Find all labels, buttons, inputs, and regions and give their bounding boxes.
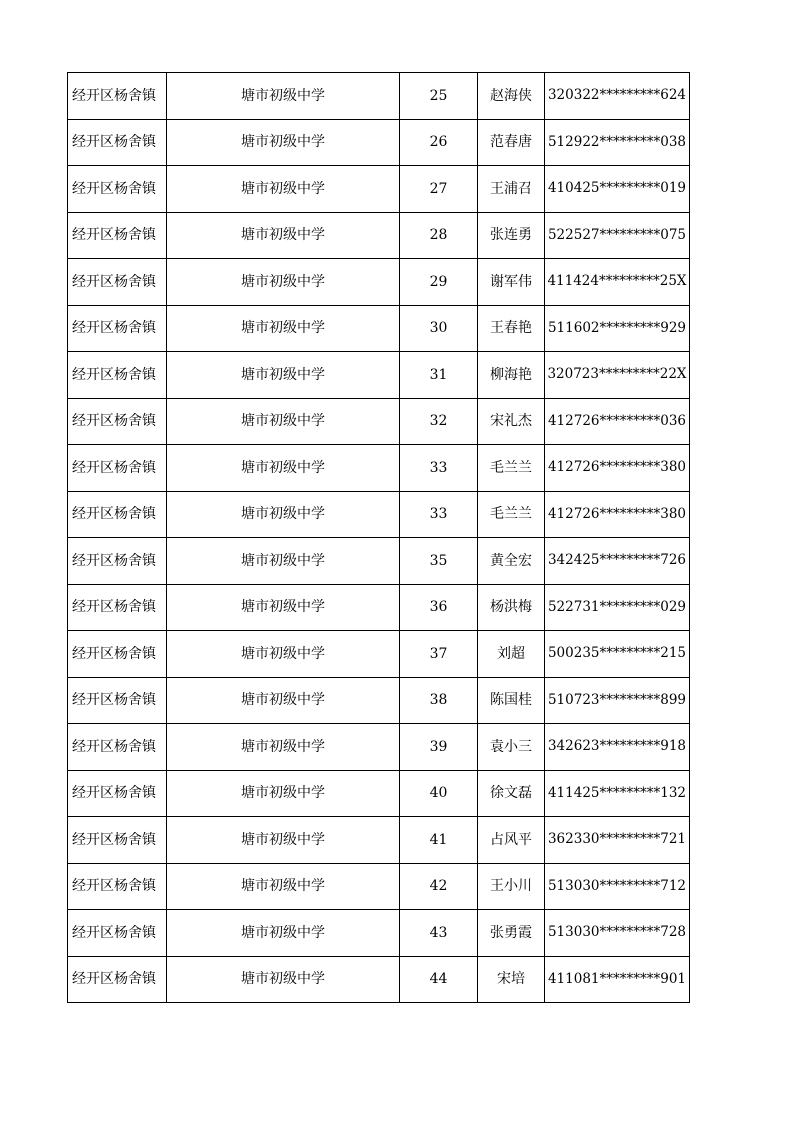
number-cell: 25 bbox=[400, 73, 478, 120]
table-row bbox=[68, 445, 690, 492]
id-number-cell: 320723*********22X bbox=[545, 352, 690, 399]
id-number-cell: 342623*********918 bbox=[545, 724, 690, 771]
district-cell: 经开区杨舍镇 bbox=[68, 119, 167, 166]
table-row bbox=[68, 212, 690, 259]
name-cell: 谢军伟 bbox=[478, 259, 545, 306]
id-number-cell: 513030*********712 bbox=[545, 863, 690, 910]
table-row bbox=[68, 724, 690, 771]
school-cell: 塘市初级中学 bbox=[167, 770, 400, 817]
name-cell: 宋培 bbox=[478, 956, 545, 1003]
district-cell: 经开区杨舍镇 bbox=[68, 584, 167, 631]
id-number-cell: 510723*********899 bbox=[545, 677, 690, 724]
id-number-cell: 512922*********038 bbox=[545, 119, 690, 166]
number-cell: 28 bbox=[400, 212, 478, 259]
table-row bbox=[68, 259, 690, 306]
name-cell: 占风平 bbox=[478, 817, 545, 864]
table-row bbox=[68, 863, 690, 910]
name-cell: 宋礼杰 bbox=[478, 398, 545, 445]
table-row bbox=[68, 910, 690, 957]
district-cell: 经开区杨舍镇 bbox=[68, 259, 167, 306]
id-number-cell: 320322*********624 bbox=[545, 73, 690, 120]
number-cell: 37 bbox=[400, 631, 478, 678]
district-cell: 经开区杨舍镇 bbox=[68, 863, 167, 910]
name-cell: 张勇霞 bbox=[478, 910, 545, 957]
number-cell: 33 bbox=[400, 445, 478, 492]
id-number-cell: 411081*********901 bbox=[545, 956, 690, 1003]
id-number-cell: 411424*********25X bbox=[545, 259, 690, 306]
number-cell: 41 bbox=[400, 817, 478, 864]
district-cell: 经开区杨舍镇 bbox=[68, 956, 167, 1003]
id-number-cell: 412726*********380 bbox=[545, 491, 690, 538]
number-cell: 31 bbox=[400, 352, 478, 399]
number-cell: 29 bbox=[400, 259, 478, 306]
school-cell: 塘市初级中学 bbox=[167, 584, 400, 631]
id-number-cell: 410425*********019 bbox=[545, 166, 690, 213]
id-number-cell: 513030*********728 bbox=[545, 910, 690, 957]
district-cell: 经开区杨舍镇 bbox=[68, 817, 167, 864]
id-number-cell: 411425*********132 bbox=[545, 770, 690, 817]
school-cell: 塘市初级中学 bbox=[167, 910, 400, 957]
table-row bbox=[68, 119, 690, 166]
id-number-cell: 412726*********380 bbox=[545, 445, 690, 492]
id-number-cell: 522527*********075 bbox=[545, 212, 690, 259]
name-cell: 徐文磊 bbox=[478, 770, 545, 817]
id-number-cell: 500235*********215 bbox=[545, 631, 690, 678]
number-cell: 26 bbox=[400, 119, 478, 166]
table-row bbox=[68, 677, 690, 724]
district-cell: 经开区杨舍镇 bbox=[68, 352, 167, 399]
table-row bbox=[68, 770, 690, 817]
school-cell: 塘市初级中学 bbox=[167, 956, 400, 1003]
name-cell: 赵海侠 bbox=[478, 73, 545, 120]
roster-table-body bbox=[68, 73, 690, 1003]
table-row bbox=[68, 956, 690, 1003]
name-cell: 王春艳 bbox=[478, 305, 545, 352]
number-cell: 32 bbox=[400, 398, 478, 445]
name-cell: 毛兰兰 bbox=[478, 445, 545, 492]
school-cell: 塘市初级中学 bbox=[167, 398, 400, 445]
table-row bbox=[68, 491, 690, 538]
district-cell: 经开区杨舍镇 bbox=[68, 491, 167, 538]
district-cell: 经开区杨舍镇 bbox=[68, 398, 167, 445]
district-cell: 经开区杨舍镇 bbox=[68, 770, 167, 817]
id-number-cell: 511602*********929 bbox=[545, 305, 690, 352]
table-row bbox=[68, 538, 690, 585]
name-cell: 刘超 bbox=[478, 631, 545, 678]
school-cell: 塘市初级中学 bbox=[167, 491, 400, 538]
district-cell: 经开区杨舍镇 bbox=[68, 724, 167, 771]
number-cell: 43 bbox=[400, 910, 478, 957]
name-cell: 毛兰兰 bbox=[478, 491, 545, 538]
roster-table bbox=[67, 72, 690, 1003]
id-number-cell: 342425*********726 bbox=[545, 538, 690, 585]
table-row bbox=[68, 398, 690, 445]
district-cell: 经开区杨舍镇 bbox=[68, 445, 167, 492]
number-cell: 42 bbox=[400, 863, 478, 910]
table-row bbox=[68, 352, 690, 399]
table-row bbox=[68, 166, 690, 213]
school-cell: 塘市初级中学 bbox=[167, 305, 400, 352]
district-cell: 经开区杨舍镇 bbox=[68, 631, 167, 678]
school-cell: 塘市初级中学 bbox=[167, 166, 400, 213]
school-cell: 塘市初级中学 bbox=[167, 212, 400, 259]
number-cell: 27 bbox=[400, 166, 478, 213]
district-cell: 经开区杨舍镇 bbox=[68, 212, 167, 259]
district-cell: 经开区杨舍镇 bbox=[68, 73, 167, 120]
school-cell: 塘市初级中学 bbox=[167, 631, 400, 678]
number-cell: 35 bbox=[400, 538, 478, 585]
id-number-cell: 522731*********029 bbox=[545, 584, 690, 631]
school-cell: 塘市初级中学 bbox=[167, 863, 400, 910]
table-row bbox=[68, 305, 690, 352]
school-cell: 塘市初级中学 bbox=[167, 677, 400, 724]
number-cell: 39 bbox=[400, 724, 478, 771]
district-cell: 经开区杨舍镇 bbox=[68, 166, 167, 213]
table-row bbox=[68, 817, 690, 864]
number-cell: 44 bbox=[400, 956, 478, 1003]
number-cell: 30 bbox=[400, 305, 478, 352]
name-cell: 陈国桂 bbox=[478, 677, 545, 724]
name-cell: 柳海艳 bbox=[478, 352, 545, 399]
table-row bbox=[68, 584, 690, 631]
school-cell: 塘市初级中学 bbox=[167, 119, 400, 166]
school-cell: 塘市初级中学 bbox=[167, 445, 400, 492]
name-cell: 王小川 bbox=[478, 863, 545, 910]
school-cell: 塘市初级中学 bbox=[167, 724, 400, 771]
school-cell: 塘市初级中学 bbox=[167, 259, 400, 306]
id-number-cell: 362330*********721 bbox=[545, 817, 690, 864]
district-cell: 经开区杨舍镇 bbox=[68, 910, 167, 957]
name-cell: 黄全宏 bbox=[478, 538, 545, 585]
school-cell: 塘市初级中学 bbox=[167, 538, 400, 585]
district-cell: 经开区杨舍镇 bbox=[68, 538, 167, 585]
school-cell: 塘市初级中学 bbox=[167, 73, 400, 120]
school-cell: 塘市初级中学 bbox=[167, 352, 400, 399]
district-cell: 经开区杨舍镇 bbox=[68, 677, 167, 724]
school-cell: 塘市初级中学 bbox=[167, 817, 400, 864]
name-cell: 杨洪梅 bbox=[478, 584, 545, 631]
district-cell: 经开区杨舍镇 bbox=[68, 305, 167, 352]
number-cell: 36 bbox=[400, 584, 478, 631]
table-row bbox=[68, 631, 690, 678]
id-number-cell: 412726*********036 bbox=[545, 398, 690, 445]
name-cell: 袁小三 bbox=[478, 724, 545, 771]
number-cell: 38 bbox=[400, 677, 478, 724]
name-cell: 王浦召 bbox=[478, 166, 545, 213]
table-row bbox=[68, 73, 690, 120]
number-cell: 33 bbox=[400, 491, 478, 538]
name-cell: 张连勇 bbox=[478, 212, 545, 259]
number-cell: 40 bbox=[400, 770, 478, 817]
name-cell: 范春唐 bbox=[478, 119, 545, 166]
